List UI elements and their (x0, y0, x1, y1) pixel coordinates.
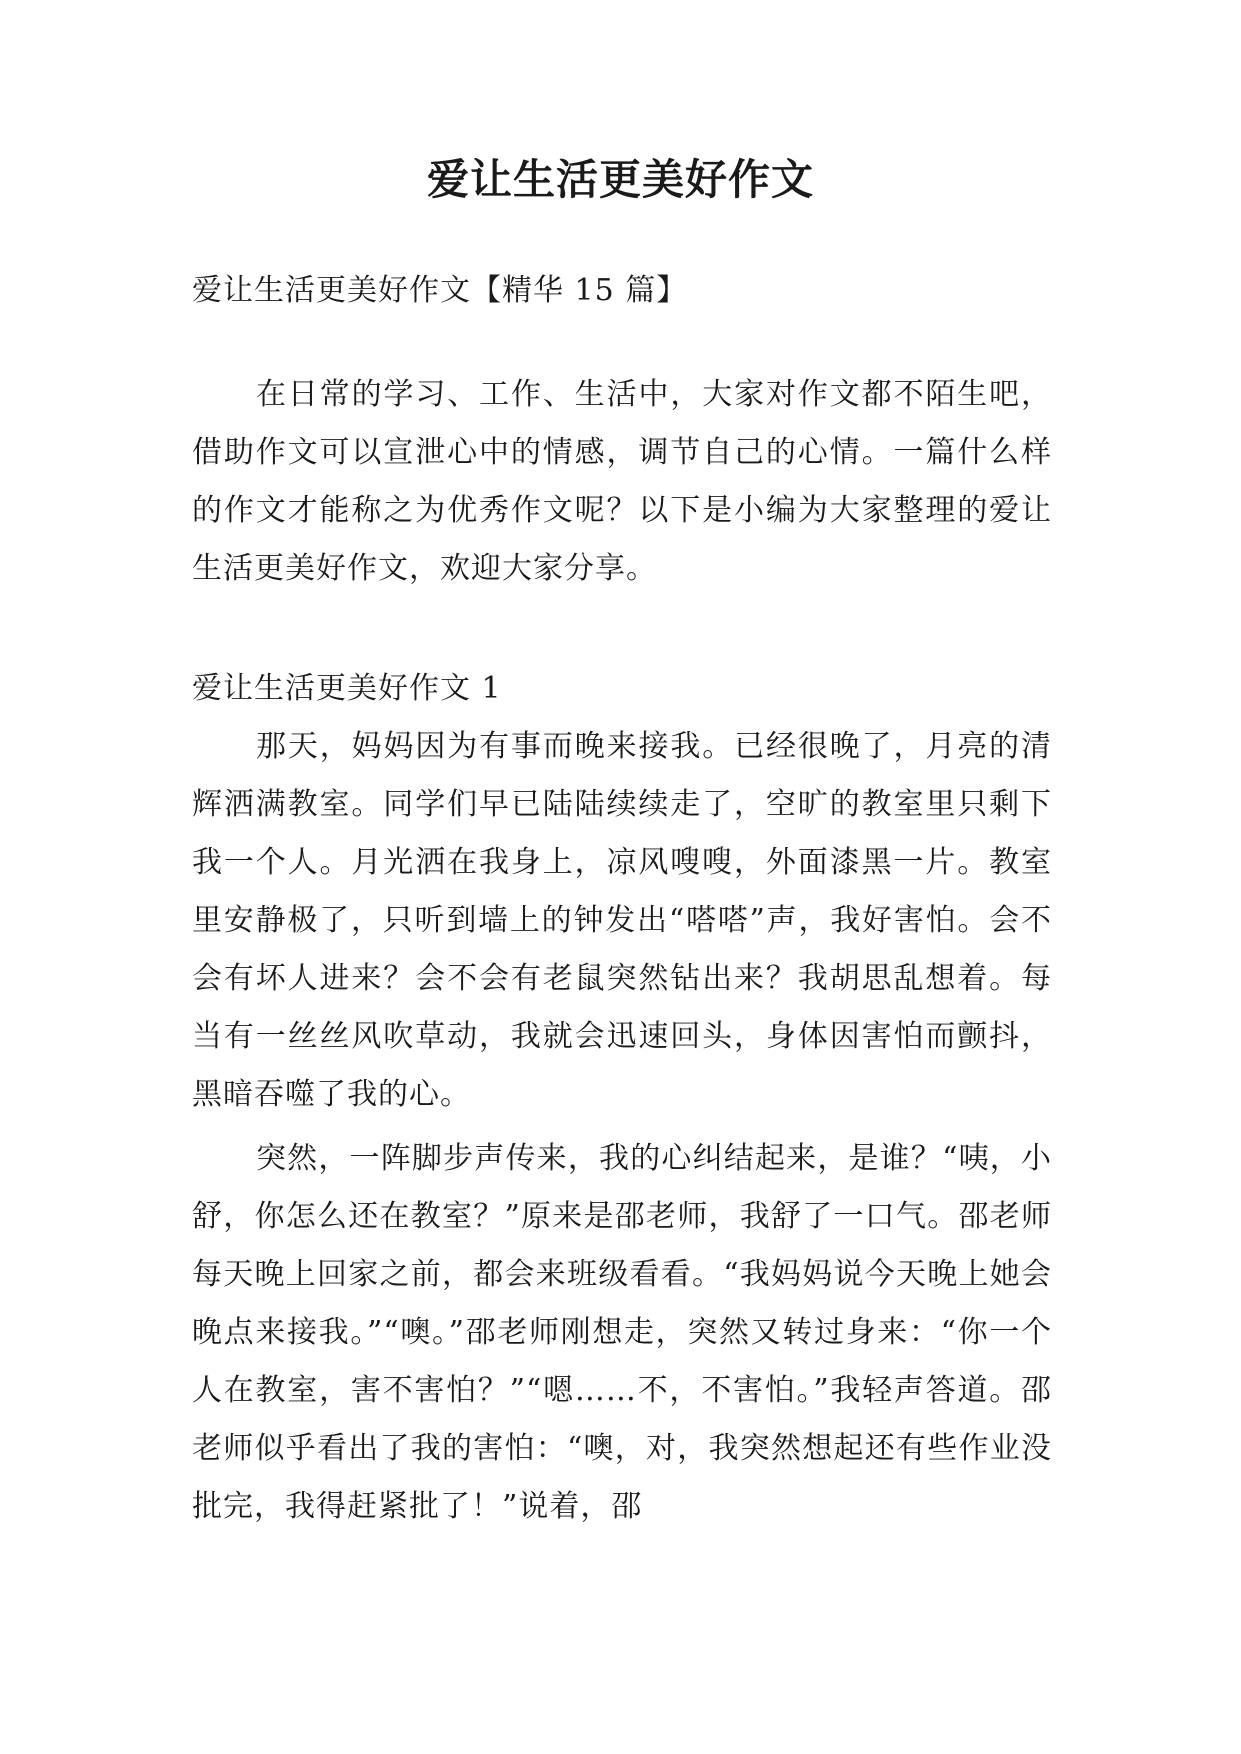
body-paragraph: 那天，妈妈因为有事而晚来接我。已经很晚了，月亮的清辉洒满教室。同学们早已陆陆续续走了，空旷的教室里只剩下我一个人。月光洒在我身上，凉风嗖嗖，外面漆黑一片。教室里安静极了，只听到墙上的钟发出“嗒嗒”声，我好害怕。会不会有坏人进来？会不会有老鼠突然钻出来？我胡思乱想着。每当有一丝丝风吹草动，我就会迅速回头，身体因害怕而颤抖，黑暗吞噬了我的心。 (192, 729, 1052, 1112)
document-title: 爱让生活更美好作文 (426, 155, 814, 204)
document-subtitle: 爱让生活更美好作文【精华 15 篇】 (192, 273, 688, 308)
section-heading: 爱让生活更美好作文 1 (192, 671, 502, 706)
intro-paragraph: 在日常的学习、工作、生活中，大家对作文都不陌生吧，借助作文可以宣泄心中的情感，调节自己的心情。一篇什么样的作文才能称之为优秀作文呢？以下是小编为大家整理的爱让生活更美好作文，欢迎大家分享。 (192, 377, 1052, 586)
document-body (192, 262, 1052, 1536)
body-paragraph: 突然，一阵脚步声传来，我的心纠结起来，是谁？“咦，小舒，你怎么还在教室？”原来是邵老师，我舒了一口气。邵老师每天晚上回家之前，都会来班级看看。“我妈妈说今天晚上她会晚点来接我。”“噢。”邵老师刚想走，突然又转过身来：“你一个人在教室，害不害怕？”“嗯……不，不害怕。”我轻声答道。邵老师似乎看出了我的害怕：“噢，对，我突然想起还有些作业没批完，我得赶紧批了！”说着，邵 (192, 1141, 1052, 1524)
